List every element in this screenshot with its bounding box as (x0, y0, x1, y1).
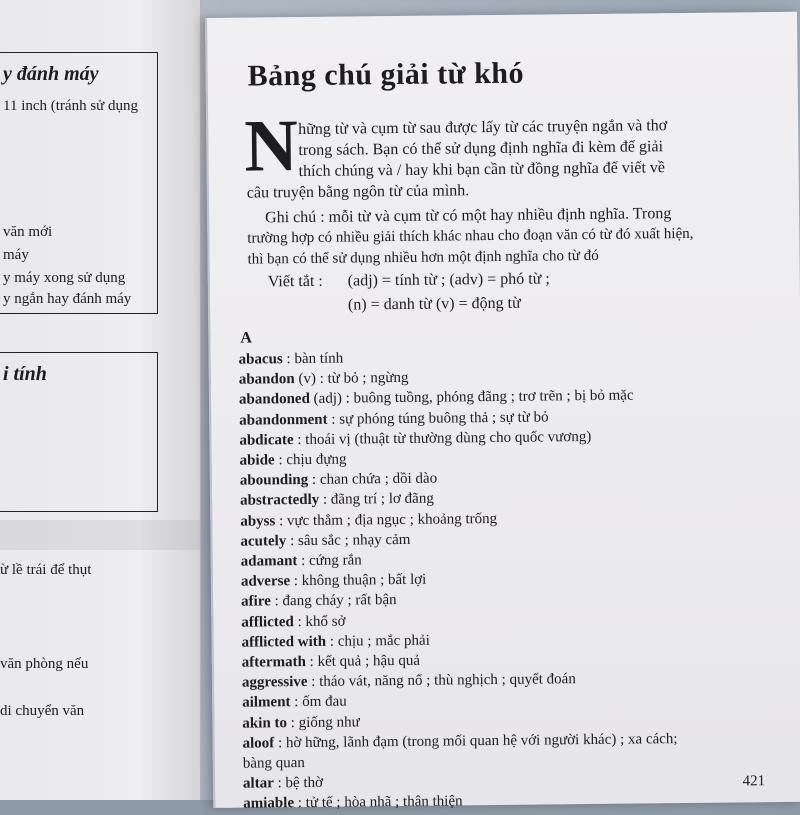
glossary-definition: : vực thẳm ; địa ngục ; khoảng trống (275, 510, 498, 529)
glossary-definition: : tháo vát, năng nổ ; thù nghịch ; quyết đoán (307, 671, 576, 691)
glossary-definition: : cứng rắn (297, 552, 362, 570)
glossary-definition: : giống như (286, 714, 360, 731)
glossary-term: abandonment (239, 411, 328, 429)
right-page (205, 12, 800, 813)
glossary-term: afflicted (241, 613, 294, 631)
left-text-line: ừ lề trái để thụt (0, 562, 92, 578)
glossary-term: abyss (240, 512, 276, 530)
note-paragraph (247, 202, 758, 270)
glossary-term: abstractedly (239, 492, 320, 510)
glossary-definition: : đãng trí ; lơ đãng (319, 491, 434, 509)
glossary-definition: : bệ thờ (273, 775, 324, 792)
left-box-line: y ngắn hay đánh máy (3, 291, 132, 307)
glossary-term: afflicted with (241, 633, 327, 651)
intro-line: câu truyện bằng ngôn từ của mình. (246, 182, 470, 202)
left-box-line: văn mới (3, 224, 53, 240)
glossary-definition: : bàn tính (282, 350, 344, 368)
glossary-term: altar (242, 775, 274, 792)
glossary-definition: : thoái vị (thuật từ thường dùng cho quốc vương) (293, 428, 592, 448)
glossary-term: acutely (240, 533, 287, 550)
glossary-definition: : kết quả ; hậu quả (305, 652, 421, 671)
glossary-definition: : hờ hững, lãnh đạm (trong mối quan hệ với người khác) ; xa cách; (274, 730, 678, 752)
note-line: trường hợp có nhiều giải thích khác nhau cho đoạn văn có từ đó xuất hiện, (247, 225, 694, 247)
glossary-definition: : sâu sắc ; nhạy cảm (286, 531, 411, 550)
left-box-computer (0, 352, 158, 512)
left-box-title: y đánh máy (3, 63, 99, 85)
left-text-line: văn phòng nếu (0, 656, 89, 672)
note-line: thì bạn có thể sử dụng nhiều hơn một định nghĩa cho từ đó (247, 247, 599, 268)
glossary-definition-continued: bàng quan (242, 755, 305, 772)
glossary-definition: : sự phóng túng buông thả ; sự từ bỏ (327, 409, 549, 428)
glossary-definition: (adj) : buông tuồng, phóng đãng ; trơ trẽn ; bị bỏ mặc (309, 387, 634, 408)
glossary-term: abacus (238, 351, 283, 368)
glossary-term: afire (241, 593, 271, 611)
glossary-term: abounding (239, 472, 309, 489)
glossary-term: aggressive (241, 674, 308, 691)
intro-line: thích chúng và / hay khi bạn cần từ đồng nghĩa để viết về (298, 159, 666, 181)
glossary-definition: : chịu ; mắc phải (326, 632, 430, 650)
glossary-term: aloof (242, 735, 275, 752)
section-letter: A (240, 329, 253, 347)
glossary-term: aftermath (241, 654, 306, 671)
glossary-term: adverse (240, 573, 291, 590)
glossary-entry (243, 788, 783, 814)
note-line: Ghi chú : mỗi từ và cụm từ có một hay nhiều định nghĩa. Trong (265, 205, 672, 227)
intro-paragraph (246, 114, 757, 203)
left-grey-band (0, 520, 200, 550)
left-box-typing (0, 52, 158, 314)
glossary-term: abdicate (239, 431, 294, 449)
glossary-definition: : không thuận ; bất lợi (289, 571, 427, 590)
glossary-term: akin to (242, 714, 288, 732)
left-box-line: y máy xong sử dụng (3, 270, 126, 286)
left-box-line: máy (3, 247, 29, 263)
left-text-line: di chuyển văn (0, 703, 85, 719)
glossary-term: ailment (242, 694, 291, 712)
glossary-definition: (v) : từ bỏ ; ngừng (294, 370, 409, 388)
glossary-term: abide (239, 452, 275, 469)
left-box-title: i tính (3, 363, 47, 385)
glossary-term: abandon (238, 371, 295, 388)
left-box-line: 11 inch (tránh sử dụng (3, 98, 139, 114)
glossary-definition: : chan chứa ; dồi dào (308, 470, 438, 489)
page-title: Bảng chú giải từ khó (247, 56, 525, 93)
glossary-definition: : đang cháy ; rất bận (270, 592, 397, 610)
glossary-term: adamant (240, 553, 298, 570)
abbreviations-line: (adj) = tính từ ; (adv) = phó từ ; (347, 270, 550, 290)
glossary-term: abandoned (238, 391, 310, 409)
abbreviations-label: Viết tắt : (267, 272, 323, 291)
abbreviations-line: (n) = danh từ (v) = động từ (347, 294, 521, 314)
intro-line: hững từ và cụm từ sau được lấy từ các truyện ngắn và thơ (298, 117, 668, 139)
glossary-definition: : khổ sở (293, 613, 346, 630)
glossary-entries (238, 344, 783, 814)
glossary-definition: : chịu đựng (274, 451, 347, 469)
left-page (0, 0, 201, 800)
page-number: 421 (742, 773, 766, 790)
glossary-definition: : tử tế ; hòa nhã ; thân thiện (293, 793, 463, 812)
glossary-term: amiable (243, 795, 295, 813)
glossary-definition: : ốm đau (290, 694, 347, 711)
intro-line: trong sách. Bạn có thể sử dụng định nghĩa đi kèm để giải (298, 138, 664, 160)
drop-cap: N (243, 105, 299, 188)
